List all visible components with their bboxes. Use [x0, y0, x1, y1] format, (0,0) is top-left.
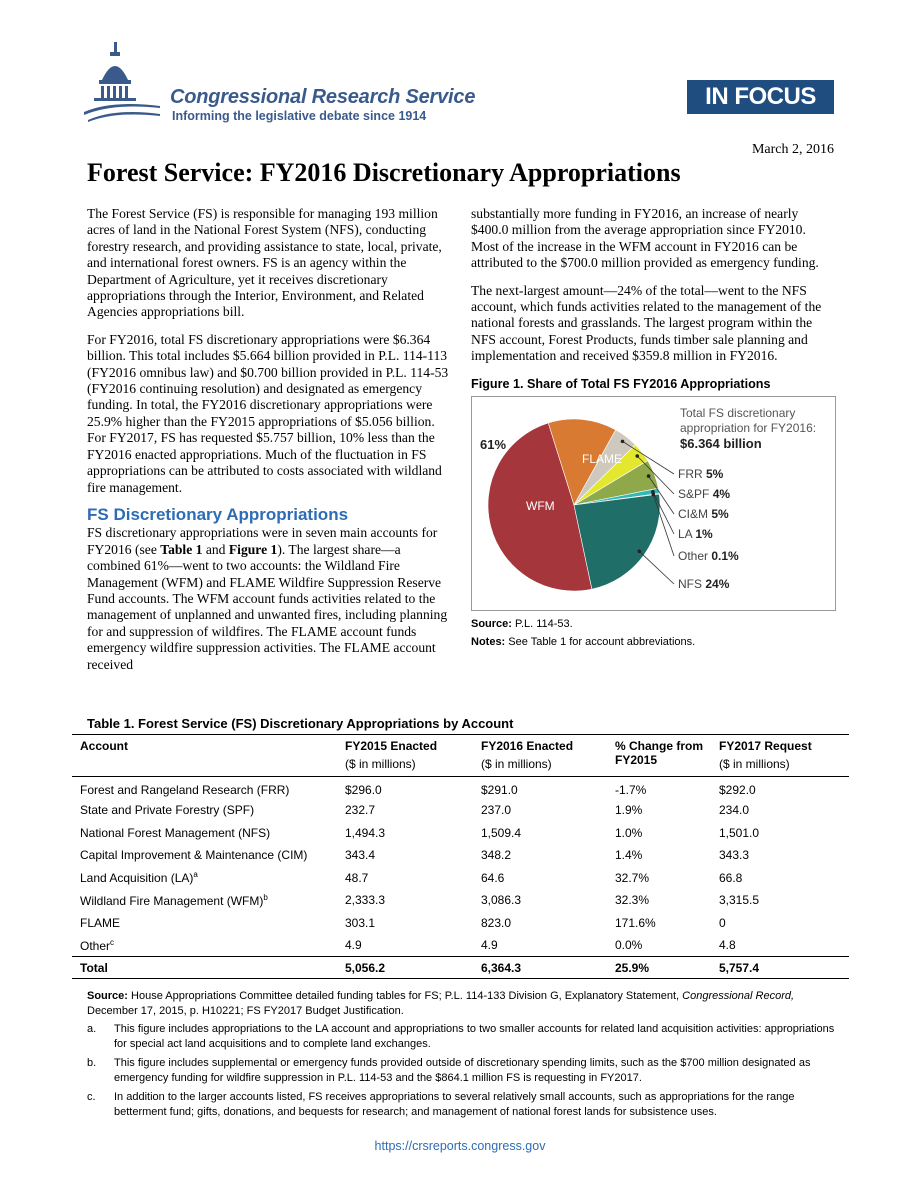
accounts-paragraph: FS discretionary appropriations were in seven main accounts for FY2016 (see Table 1 and Figure 1). The largest share—a combined 61%—went to two accounts: the Wildland Fire Management (WFM) and FLAME Wildfire Suppression Reserve Fund accounts. The WFM account funds activities related to the management of unplanned and unwanted fires, including planning for and suppression of wildfires. The FLAME account funds emergency wildfire suppression activities. The FLAME account received	[87, 525, 448, 672]
page-header	[0, 0, 920, 157]
table-cell: 823.0	[481, 915, 512, 930]
page-title: Forest Service: FY2016 Discretionary Appropriations	[87, 158, 681, 187]
figure-source: Source: P.L. 114-53. Notes: See Table 1 for account abbreviations.	[471, 618, 696, 649]
table-cell: 232.7	[345, 803, 376, 818]
pie-callout-la: LA 1%	[678, 527, 713, 542]
footnote: c. In addition to the larger accounts listed, FS receives appropriations to several relatively small accounts, such as appropriations for the range betterment fund; gifts, donations, and bequests for research; and management of national forest lands for subsistence uses.	[87, 1091, 795, 1118]
table-cell: -1.7%	[615, 783, 647, 797]
capitol-dome-logo-icon	[82, 40, 162, 122]
table-row	[72, 799, 849, 822]
figure-ref: Figure 1	[228, 541, 278, 557]
table-title: Table 1. Forest Service (FS) Discretionary Appropriations by Account	[87, 716, 514, 731]
table-cell: 343.4	[345, 848, 376, 863]
table-cell: 0	[719, 915, 726, 930]
publication-date: March 2, 2016	[751, 142, 834, 157]
footnote: b. This figure includes supplemental or emergency funds provided outside of discretionary spending limits, such as the $700 million designated as emergency funding for wildfire suppression in P.L. 114-53 and the $864.1 million FS is requesting in FY2017.	[87, 1057, 811, 1084]
table-source: Source: House Appropriations Committee detailed funding tables for FS; P.L. 114-133 Division G, Explanatory Statement, Congressional Record, December 17, 2015, p. H10221; FS FY2017 Budget Justification.	[87, 990, 795, 1017]
table-cell: Other$^c$	[80, 937, 115, 953]
table-cell: Wildland Fire Management (WFM)$^b$	[80, 892, 268, 908]
table-cell: 3,086.3	[481, 893, 522, 908]
table-row	[72, 889, 849, 912]
table-cell: 64.6	[481, 870, 505, 885]
left-column	[87, 206, 451, 684]
table-row	[72, 934, 849, 957]
table-cell: 348.2	[481, 848, 512, 863]
table-cell: 171.6%	[615, 915, 656, 930]
table-cell: $292.0	[719, 783, 756, 797]
table-cell: National Forest Management (NFS)	[80, 825, 271, 840]
table-cell: 3,315.5	[719, 893, 760, 908]
pie-title: appropriation for FY2016:	[680, 421, 817, 436]
pie-chart-figure	[471, 396, 836, 611]
pie-callout-spf: S&PF 4%	[678, 487, 731, 502]
table-cell: 1,501.0	[719, 825, 760, 840]
table-row	[72, 822, 849, 845]
section-heading: FS Discretionary Appropriations	[87, 504, 349, 524]
intro-paragraph: The Forest Service (FS) is responsible for managing 193 million acres of land in the National Forest System (NFS), conducting forestry research, and providing assistance to state, local, private, and international forest owners. FS is an agency within the Department of Agriculture, yet it receives discretionary appropriations through the Interior, Environment, and Related Agencies appropriations bill.	[87, 206, 442, 320]
column-header: FY2017 Request ($ in millions)	[719, 739, 812, 771]
table-row	[72, 844, 849, 867]
appropriations-table	[72, 734, 849, 979]
pie-label-combined: 61%	[480, 437, 507, 453]
table-cell: 25.9%	[615, 960, 650, 975]
column-header: Account	[80, 739, 128, 753]
table-cell: 32.7%	[615, 870, 650, 885]
pie-chart	[472, 397, 837, 612]
column-header: % Change from FY2015	[615, 739, 704, 767]
org-tagline: Informing the legislative debate since 1914	[172, 109, 427, 123]
table-cell: State and Private Forestry (SPF)	[80, 803, 255, 818]
table-cell: 237.0	[481, 803, 512, 818]
table-total-row	[72, 957, 849, 979]
table-cell: 1,494.3	[345, 825, 386, 840]
in-focus-badge: IN FOCUS	[687, 80, 834, 114]
table-cell: Total	[80, 960, 108, 975]
pie-leader-line	[639, 551, 674, 584]
table-cell: 4.8	[719, 938, 736, 952]
table-cell: 6,364.3	[481, 960, 522, 975]
pie-label-wfm: WFM	[526, 499, 555, 514]
figure-title: Figure 1. Share of Total FS FY2016 Appropriations	[471, 376, 771, 391]
table-cell: 1,509.4	[481, 825, 522, 840]
table-cell: $291.0	[481, 783, 518, 797]
pie-total: $6.364 billion	[680, 436, 762, 452]
pie-leader-dot	[652, 493, 656, 497]
right-column	[471, 206, 836, 651]
table-cell: 32.3%	[615, 893, 650, 908]
table-row	[72, 777, 849, 800]
pie-leader-dot	[637, 550, 641, 554]
table-cell: 48.7	[345, 870, 369, 885]
table-cell: 0.0%	[615, 938, 643, 952]
org-name: Congressional Research Service	[170, 86, 476, 108]
pie-label-flame: FLAME	[582, 452, 623, 467]
table-row	[72, 867, 849, 890]
pie-leader-dot	[635, 454, 639, 458]
table-cell: 66.8	[719, 870, 743, 885]
table-ref: Table 1	[160, 541, 203, 557]
table-cell: 1.4%	[615, 848, 643, 863]
table-cell: 1.9%	[615, 803, 643, 818]
table-cell: 303.1	[345, 915, 376, 930]
pie-leader-dot	[621, 440, 625, 444]
table-cell: Forest and Rangeland Research (FRR)	[80, 783, 290, 797]
footer-url-link[interactable]: https://crsreports.congress.gov	[374, 1139, 546, 1153]
pie-callout-other: Other 0.1%	[678, 549, 739, 564]
pie-callout-cim: CI&M 5%	[678, 507, 729, 522]
table-cell: 4.9	[481, 938, 498, 952]
column-header: FY2015 Enacted ($ in millions)	[345, 739, 438, 771]
flame-paragraph: substantially more funding in FY2016, an increase of nearly $400.0 million from the average appropriation since FY2010. Most of the increase in the WFM account in FY2016 can be attributed to the $700.0 million provided as emergency funding.	[471, 206, 819, 271]
table-cell: Capital Improvement & Maintenance (CIM)	[80, 848, 308, 863]
table-cell: $296.0	[345, 783, 382, 797]
table-notes	[87, 989, 837, 1124]
fy2016-total-paragraph: For FY2016, total FS discretionary appropriations were $6.364 billion. This total includes $5.664 billion provided in P.L. 114-113 (FY2016 omnibus law) and $0.700 billion provided in P.L. 114-53 (FY2016 continuing resolution) and designated as emergency funding. In total, the FY2016 discretionary appropriations were 25.9% higher than the FY2015 appropriations of $5.056 billion. For FY2017, FS has requested $5.757 billion, 10% less than the FY2016 enacted appropriations. Much of the fluctuation in FS appropriations can be attributed to costs associated with wildland fire management.	[87, 331, 449, 495]
table-cell: 5,757.4	[719, 960, 760, 975]
table-cell: 4.9	[345, 938, 362, 952]
nfs-paragraph: The next-largest amount—24% of the total—went to the NFS account, which funds activities related to the management of the national forests and grasslands. The largest program within the NFS account, Forest Products, funds timber sale planning and implementation and received $359.8 million in FY2016.	[471, 282, 822, 364]
table-cell: FLAME	[80, 915, 121, 930]
pie-title: Total FS discretionary	[680, 406, 796, 421]
table-cell: 343.3	[719, 848, 750, 863]
footnote: a. This figure includes appropriations to the LA account and appropriations to two smaller accounts for related land acquisition activities: appropriations for special act land acquisitions and to complete land exchanges.	[87, 1023, 835, 1050]
pie-leader-dot	[647, 474, 651, 478]
table-cell: 234.0	[719, 803, 750, 818]
pie-callout-nfs: NFS 24%	[678, 577, 730, 592]
column-header: FY2016 Enacted ($ in millions)	[481, 739, 574, 771]
table-cell: 2,333.3	[345, 893, 386, 908]
table-cell: 1.0%	[615, 825, 643, 840]
pie-callout-frr: FRR 5%	[678, 467, 724, 482]
table-cell: Land Acquisition (LA)$^a$	[80, 870, 198, 886]
table-cell: 5,056.2	[345, 960, 386, 975]
table-row	[72, 912, 849, 935]
